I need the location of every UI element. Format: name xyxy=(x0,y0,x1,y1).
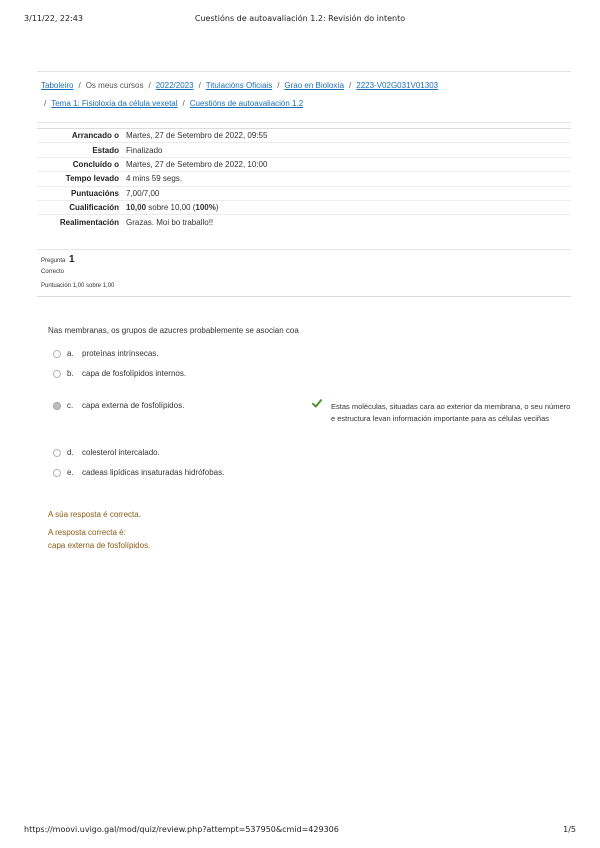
summary-row-grade xyxy=(37,200,571,214)
breadcrumb-separator: / xyxy=(78,81,81,90)
radio-button-selected[interactable] xyxy=(53,402,61,410)
correct-answer: capa externa de fosfolípidos. xyxy=(48,541,151,550)
summary-value: Martes, 27 de Setembro de 2022, 10:00 xyxy=(126,157,571,171)
breadcrumb xyxy=(37,71,571,123)
print-url: https://moovi.uvigo.gal/mod/quiz/review.php?attempt=537950&cmid=429306 xyxy=(24,825,339,834)
print-page-number: 1/5 xyxy=(563,825,576,834)
attempt-summary-table xyxy=(37,128,571,229)
breadcrumb-separator: / xyxy=(198,81,201,90)
check-icon xyxy=(312,399,322,408)
summary-key: Realimentación xyxy=(37,215,126,229)
summary-grade-value xyxy=(126,200,571,214)
radio-button[interactable] xyxy=(53,469,61,477)
summary-key: Estado xyxy=(37,143,126,157)
breadcrumb-topic-link[interactable]: Tema 1: Fisioloxía da célula vexetal xyxy=(51,99,178,108)
breadcrumb-taboleiro-link[interactable]: Taboleiro xyxy=(41,81,74,90)
grade-end: ) xyxy=(215,203,219,213)
summary-key: Puntuacións xyxy=(37,186,126,200)
grade-percent: 100% xyxy=(195,203,216,213)
summary-row xyxy=(37,215,571,229)
breadcrumb-quiz-link[interactable]: Cuestións de autoavaliación 1.2 xyxy=(189,99,304,108)
print-datetime: 3/11/22, 22:43 xyxy=(24,14,83,23)
breadcrumb-degree-link[interactable]: Grao en Bioloxía xyxy=(284,81,345,90)
breadcrumb-course-link[interactable]: 2223-V02G031V01303 xyxy=(356,81,439,90)
correct-answer-label: A resposta correcta é: xyxy=(48,528,126,537)
breadcrumb-separator: / xyxy=(148,81,151,90)
option-letter: e. xyxy=(67,468,74,477)
summary-key: Arrancado o xyxy=(37,129,126,143)
option-letter: a. xyxy=(67,349,74,358)
summary-row xyxy=(37,172,571,186)
summary-value: Finalizado xyxy=(126,143,571,157)
answer-option xyxy=(53,349,158,358)
option-letter: b. xyxy=(67,369,74,378)
radio-button[interactable] xyxy=(53,350,61,358)
breadcrumb-my-courses: Os meus cursos xyxy=(85,81,144,90)
option-text: capa de fosfolípidos internos. xyxy=(82,369,187,378)
print-title: Cuestións de autoavaliación 1.2: Revisión do intento xyxy=(194,14,406,23)
breadcrumb-separator: / xyxy=(277,81,280,90)
breadcrumb-line-1 xyxy=(41,81,438,90)
option-text: cadeas lipídicas insaturadas hidrófobas. xyxy=(82,468,225,477)
question-label: Pregunta xyxy=(41,258,66,264)
summary-row xyxy=(37,186,571,200)
answer-option xyxy=(53,369,186,378)
breadcrumb-line-2 xyxy=(41,99,303,108)
answer-option xyxy=(53,448,160,457)
breadcrumb-separator: / xyxy=(44,99,47,108)
option-letter: c. xyxy=(67,401,74,410)
grade-middle: sobre 10,00 ( xyxy=(146,203,196,213)
summary-value: Grazas. Moi bo traballo!! xyxy=(126,215,571,229)
option-feedback: Estas moléculas, situadas cara ao exterior da membrana, o seu número e estructura levan información importante para as células veciñas xyxy=(331,402,571,423)
question-number xyxy=(41,254,75,265)
question-number-value: 1 xyxy=(69,254,75,265)
breadcrumb-year-link[interactable]: 2022/2023 xyxy=(155,81,194,90)
summary-key: Tempo levado xyxy=(37,172,126,186)
summary-row xyxy=(37,157,571,171)
question-state: Correcto xyxy=(41,269,65,275)
radio-button[interactable] xyxy=(53,370,61,378)
answer-option-selected xyxy=(53,401,184,410)
summary-value: 7,00/7,00 xyxy=(126,186,571,200)
answer-option xyxy=(53,468,224,477)
radio-button[interactable] xyxy=(53,449,61,457)
breadcrumb-separator: / xyxy=(349,81,352,90)
outcome-text: A súa resposta é correcta. xyxy=(48,510,141,519)
breadcrumb-titulacions-link[interactable]: Titulacións Oficiais xyxy=(205,81,273,90)
summary-key: Concluído o xyxy=(37,157,126,171)
summary-row xyxy=(37,143,571,157)
question-text: Nas membranas, os grupos de azucres probablemente se asocian coa xyxy=(48,326,299,335)
option-text: proteínas intrínsecas. xyxy=(82,349,159,358)
option-text: colesterol intercalado. xyxy=(82,448,160,457)
option-letter: d. xyxy=(67,448,74,457)
summary-value: 4 mins 59 segs. xyxy=(126,172,571,186)
question-grade: Puntuación 1,00 sobre 1,00 xyxy=(41,283,115,289)
summary-row xyxy=(37,129,571,143)
summary-key: Cualificación xyxy=(37,200,126,214)
grade-score: 10,00 xyxy=(126,203,147,213)
breadcrumb-separator: / xyxy=(182,99,185,108)
option-text: capa externa de fosfolípidos. xyxy=(82,401,185,410)
question-info xyxy=(37,249,571,297)
summary-value: Martes, 27 de Setembro de 2022, 09:55 xyxy=(126,129,571,143)
